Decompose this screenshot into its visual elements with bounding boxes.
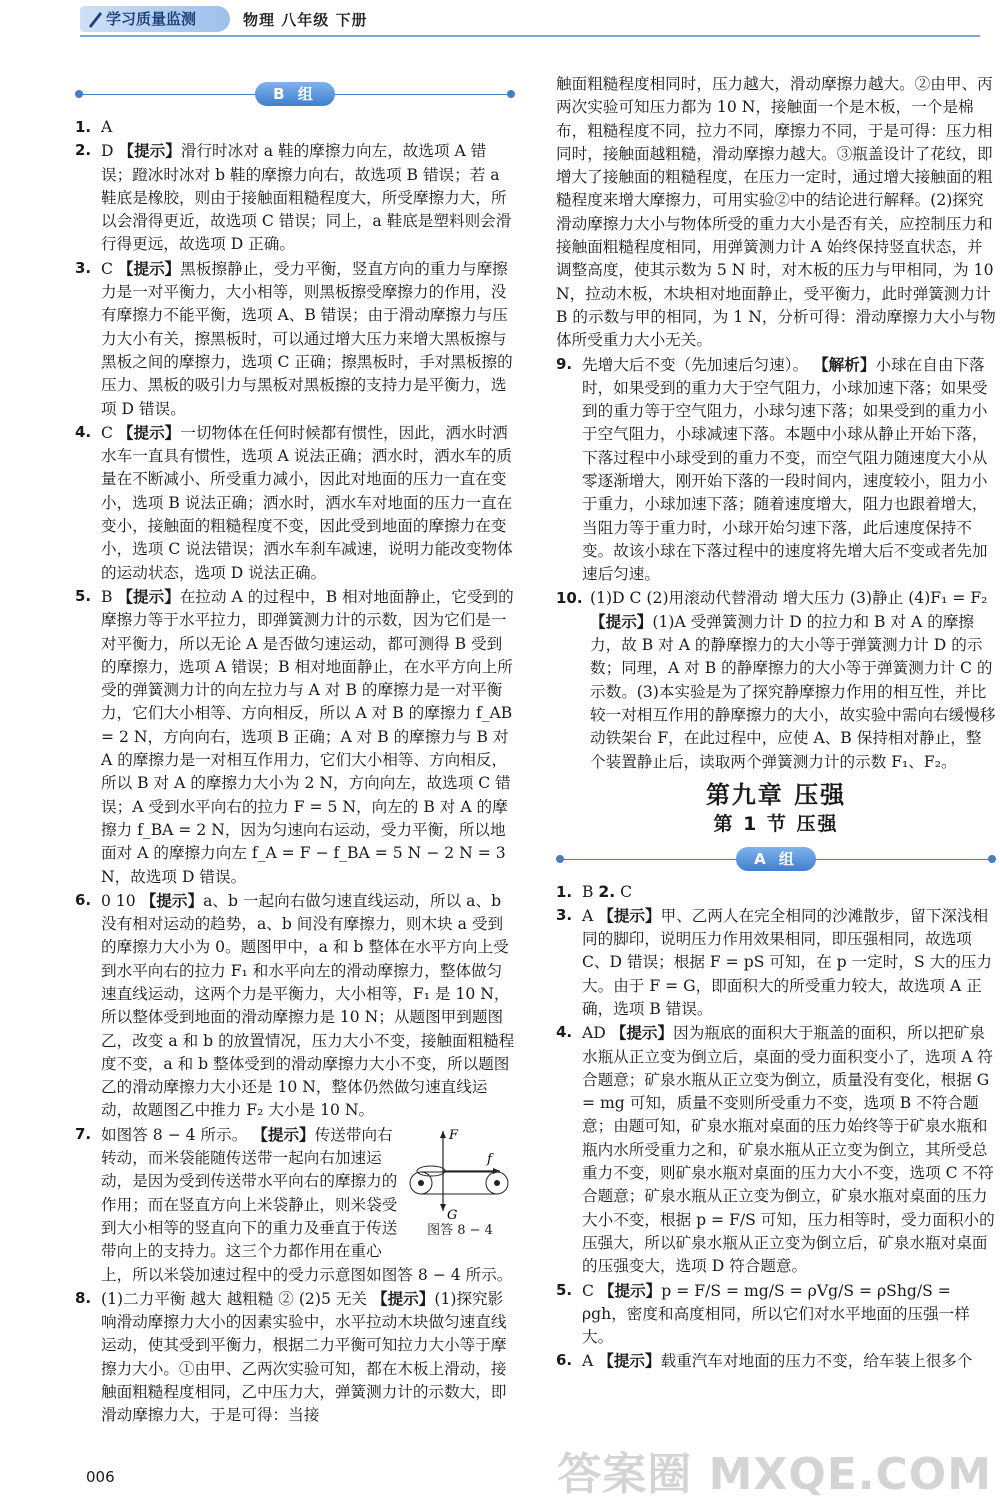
- label-G: G: [447, 1207, 458, 1221]
- question-a6: 6. A 【提示】载重汽车对地面的压力不变，给车装上很多个: [556, 1351, 973, 1371]
- group-a-label: A 组: [736, 847, 816, 871]
- page-number: 006: [86, 1468, 115, 1486]
- question-9: 9. 先增大后不变（先加速后匀速）。 【解析】小球在自由下落时，如果受到的重力大于空气阻力，小球加速下落；如果受到的重力等于空气阻力，小球匀速下落；如果受到的重力小于空气阻力，小球减速下落。本题中小球从静止开始下落，下落过程中小球受到的重力不变，而空气阻力随速度大小从零逐渐增大，刚开始下落的一段时间内，速度较小，阻力小于重力，小球加速下落；随着速度增大，阻力也跟着增大，当阻力等于重力时，小球开始匀速下落，此后速度保持不变。故该小球在下落过程中的速度将先增大后不变或者先加速后匀速。: [556, 354, 988, 584]
- question-8-continued: 触面粗糙程度相同时，压力越大，滑动摩擦力越大。②由甲、丙两次实验可知压力都为 10 N，接触面一个是木板，一个是棉布，粗糙程度不同，拉力不同，摩擦力不同，于是可得：压力相同时，接触面越粗糙，滑动摩擦力越大。③瓶盖设计了花纹，即增大了接触面的粗糙程度，在压力一定时，通过增大接触面的粗糙程度来增大摩擦力，可用实验②中的结论进行解释。(2)探究滑动摩擦力大小与物体所受的重力大小是否有关，应控制压力和接触面粗糙程度相同，用弹簧测力计 A 始终保持竖直状态，并调整高度，使其示数为 5 N 时，对木板的压力与甲相同，为 10 N，拉动木板，木块相对地面静止，受平衡力，此时弹簧测力计 B 的示数与甲的相同，为 1 N，分析可得：滑动摩擦力大小与物体所受重力大小无关。: [556, 75, 996, 350]
- header-tab: [80, 6, 230, 32]
- question-7: 7. F G f 图答 8 − 4 如图答 8 − 4 所示。 【提示】传送带向右转动，而米袋能随传送带一起向右加速运动，是因为受到传送带水平向右的摩擦力的作用；而在竖直方向上米袋静止，则米袋受到大小相等的竖直向下的重力及垂直于传送带向上的支持力。这三个力都作用在重心上，所以米袋加速过程中的受力示意图如图答 8 − 4 所示。: [75, 1123, 515, 1287]
- question-8: 8. (1)二力平衡 越大 越粗糙 ② (2)5 无关 【提示】(1)探究影响滑动摩擦力大小的因素实验中，水平拉动木块做匀速直线运动，使其受到平衡力，根据二力平衡可知拉力大小等于摩擦力大小。①由甲、乙两次实验可知，都在木板上滑动，接触面粗糙程度相同，乙中压力大，弹簧测力计的示数大，即滑动摩擦力大，于是可得：当接: [75, 1288, 507, 1425]
- question-a3: 3. A 【提示】甲、乙两人在完全相同的沙滩散步，留下深浅相同的脚印，说明压力作用效果相同，即压强相同，故选项 C、D 错误；根据 F = pS 可知，在 p 一定时，S 大的压力大。由于 F = G，即面积大的所受重力较大，故选项 A 正确，选项 B 错误。: [556, 905, 992, 1018]
- chapter-title: 第九章 压强: [705, 780, 847, 809]
- question-1: 1. A: [75, 118, 113, 136]
- question-1-2: 1. B 2. C: [556, 882, 633, 901]
- question-a4: 4. AD 【提示】因为瓶底的面积大于瓶盖的面积，所以把矿泉水瓶从正立变为倒立后，桌面的受力面积变小了，选项 A 符合题意；矿泉水瓶从正立变为倒立，质量没有变化，根据 G = mg 可知，质量不变则所受重力不变，选项 B 不符合题意；由题可知，矿泉水瓶对桌面的压力始终等于矿泉水瓶和瓶内水所受重力之和，矿泉水瓶从正立变为倒立，其所受总重力不变，则矿泉水瓶对桌面的压力大小不变，选项 C 不符合题意；矿泉水瓶从正立变为倒立，矿泉水瓶对桌面的压力大小不变，根据 p = F/S 可知，压力相等时，受力面积小的压强大，所以矿泉水瓶从正立变为倒立后，矿泉水瓶对桌面的压强变大，选项 D 符合题意。: [556, 1023, 995, 1276]
- question-2: 2. D 【提示】滑行时冰对 a 鞋的摩擦力向左，故选项 A 错误；蹬冰时冰对 b 鞋的摩擦力向右，故选项 B 错误；若 a 鞋底是橡胶，则由于接触面粗糙程度大，所受摩擦力大，所以会滑得更近，故选项 C 错误；同上，a 鞋底是塑料则会滑行得更远，故选项 D 正确。: [75, 141, 512, 254]
- section-title: 第 1 节 压强: [713, 813, 839, 836]
- left-column: [75, 78, 515, 1428]
- right-column: [556, 73, 996, 1374]
- question-3: 3. C 【提示】黑板擦静止，受力平衡，竖直方向的重力与摩擦力是一对平衡力，大小相等，则黑板擦受摩擦力的作用，没有摩擦力不能平衡，选项 A、B 错误；由于滑动摩擦力与压力大小有关，擦黑板时，可以通过增大压力来增大黑板擦与黑板之间的摩擦力，选项 C 正确；擦黑板时，手对黑板擦的压力、黑板的吸引力与黑板对黑板擦的支持力是平衡力，选项 D 错误。: [75, 258, 513, 418]
- figure-8-4: [405, 1125, 515, 1243]
- question-5: 5. B 【提示】在拉动 A 的过程中，B 相对地面静止，它受到的摩擦力等于水平拉力，即弹簧测力计的示数，因为它们是一对平衡力，所以无论 A 是否做匀速运动，都可测得 B 受到的摩擦力，选项 A 错误；B 相对地面静止，在水平方向上所受的弹簧测力计的向左拉力与 A 对 B 的摩擦力是一对平衡力，它们大小相等、方向相反，所以 A 对 B 的摩擦力 f_AB = 2 N，方向向右，选项 B 正确；A 对 B 的摩擦力与 B 对 A 的摩擦力是一对相互作用力，它们大小相等、方向相反，所以 B 对 A 的摩擦力大小为 2 N，方向向左，故选项 C 错误；A 受到水平向右的拉力 F = 5 N，向左的 B 对 A 的摩擦力 f_BA = 2 N，因为匀速向右运动，受力平衡，所以地面对 A 的摩擦力向左 f_A = F − f_BA = 5 N − 2 N = 3 N，故选项 D 错误。: [75, 586, 514, 886]
- page-header: [0, 0, 1000, 40]
- group-b-banner: [75, 78, 515, 112]
- figure-caption: 图答 8 − 4: [427, 1223, 493, 1239]
- label-F: F: [449, 1127, 459, 1143]
- header-rule: [80, 35, 980, 37]
- conveyor-diagram: [405, 1125, 515, 1221]
- header-subtitle: 物理 八年级 下册: [243, 11, 368, 29]
- header-tab-label: 学习质量监测: [106, 10, 197, 28]
- label-f: f: [487, 1151, 492, 1167]
- question-10: 10. (1)D C (2)用滚动代替滑动 增大压力 (3)静止 (4)F₁ = F₂ 【提示】(1)A 受弹簧测力计 D 的拉力和 B 对 A 的摩擦力，故 B 对 A 的静摩擦力的大小等于弹簧测力计 D 的示数；同理，A 对 B 的静摩擦力的大小等于弹簧测力计 C 的示数。(3)本实验是为了探究静摩擦力作用的相互性，并比较一对相互作用的静摩擦力的大小，故实验中需向右缓慢移动铁架台 F，在此过程中，应使 A、B 保持相对静止，整个装置静止后，读取两个弹簧测力计的示数 F₁、F₂。: [556, 588, 996, 771]
- question-a5: 5. C 【提示】p = F/S = mg/S = ρVg/S = ρShg/S = ρgh，密度和高度相同，所以它们对水平地面的压强一样大。: [556, 1280, 970, 1347]
- question-4: 4. C 【提示】一切物体在任何时候都有惯性，因此，洒水时洒水车一直具有惯性，选项 A 说法正确；洒水时，洒水车的质量在不断减小、所受重力减小，因此对地面的压力一直在变小，选项 B 说法正确；洒水时，洒水车对地面的压力一直在变小，接触面的粗糙程度不变，因此受到地面的摩擦力在变小，选项 C 说法错误；洒水车刹车减速，说明力能改变物体的运动状态，选项 D 说法正确。: [75, 422, 513, 582]
- question-6: 6. 0 10 【提示】a、b 一起向右做匀速直线运动，所以 a、b 没有相对运动的趋势，a、b 间没有摩擦力，则木块 a 受到的摩擦力大小为 0。题图甲中，a 和 b 整体在水平方向上受到水平向右的拉力 F₁ 和水平向左的滑动摩擦力，整体做匀速直线运动，这两个力是平衡力，大小相等，F₁ 是 10 N，所以整体受到地面的滑动摩擦力是 10 N；从题图甲到题图乙，改变 a 和 b 的放置情况，压力大小不变，接触面粗糙程度不变，a 和 b 整体受到的滑动摩擦力大小不变，所以题图乙的滑动摩擦力大小还是 10 N，整体仍然做匀速直线运动，故题图乙中推力 F₂ 大小是 10 N。: [75, 890, 515, 1120]
- group-a-banner: [556, 843, 996, 877]
- group-b-label: B 组: [255, 82, 335, 106]
- watermark: 答案圈 MXQE.COM: [557, 1449, 992, 1500]
- pen-icon: [86, 9, 104, 29]
